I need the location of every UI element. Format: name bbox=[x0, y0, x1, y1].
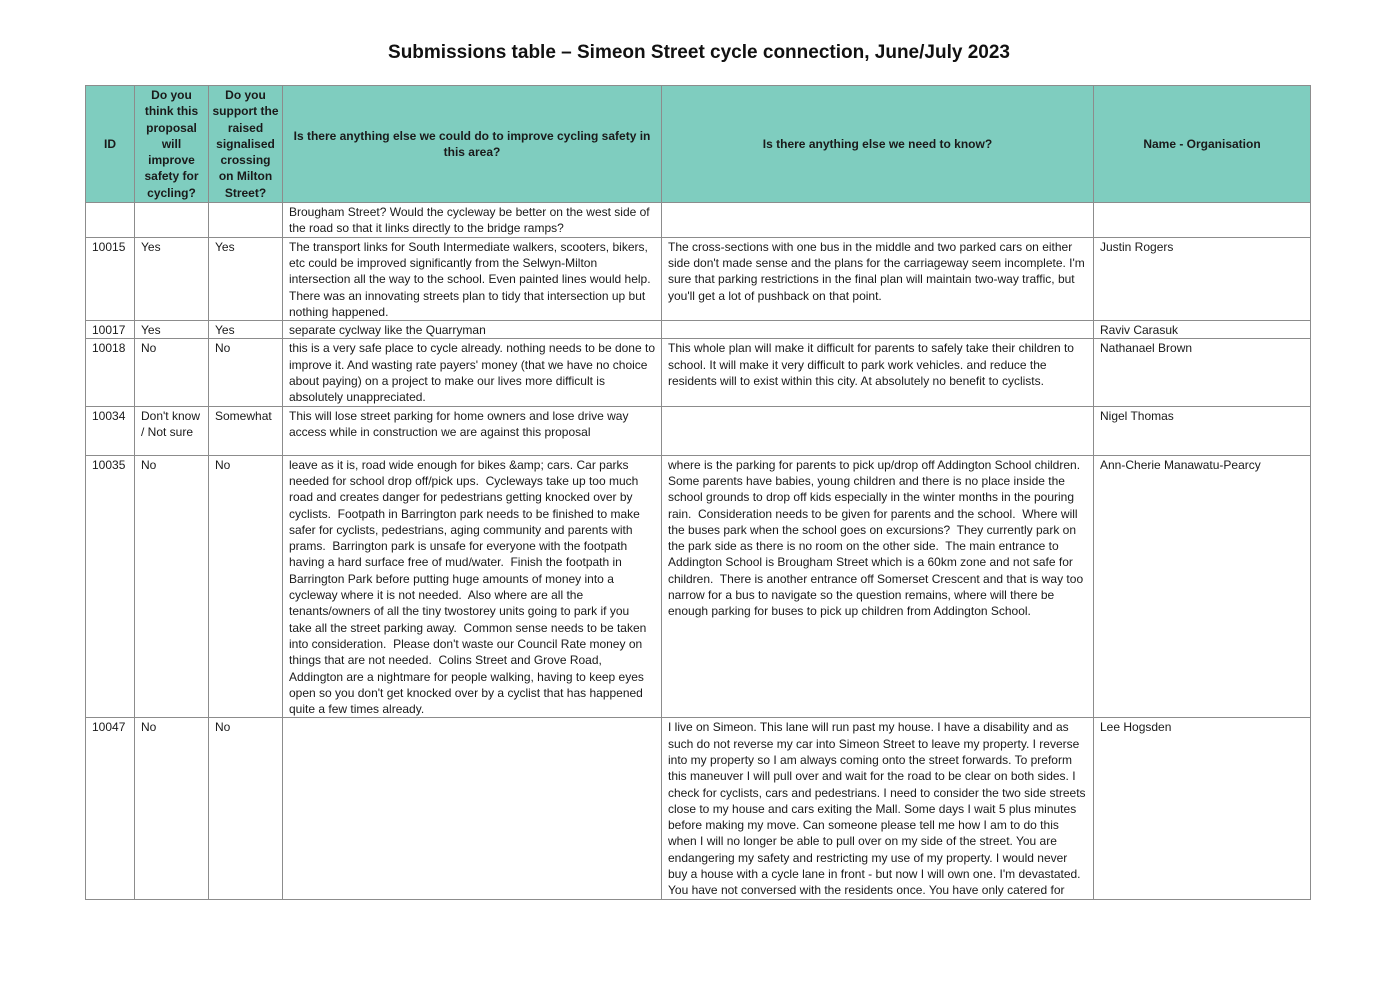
table-row bbox=[86, 406, 1311, 455]
cell-name: Justin Rogers bbox=[1094, 237, 1311, 320]
cell-improve: No bbox=[135, 455, 209, 718]
cell-else-cycling: separate cyclway like the Quarryman bbox=[283, 321, 662, 339]
cell-id: 10017 bbox=[86, 321, 135, 339]
cell-support: Yes bbox=[209, 321, 283, 339]
cell-improve: Yes bbox=[135, 321, 209, 339]
cell-improve: No bbox=[135, 339, 209, 406]
table-header-row bbox=[86, 86, 1311, 203]
cell-else-cycling: Brougham Street? Would the cycleway be better on the west side of the road so that it links directly to the bridge ramps? bbox=[283, 203, 662, 238]
cell-name: Nigel Thomas bbox=[1094, 406, 1311, 455]
cell-id: 10035 bbox=[86, 455, 135, 718]
cell-else-know: where is the parking for parents to pick up/drop off Addington School children. Some parents have babies, young children and there is no place inside the school grounds to drop off kids especially in the winter months in the pouring rain. Consideration needs to be given for parents and the school. Where will the buses park when the school goes on excursions? They currently park on the park side as there is no room on the other side. The main entrance to Addington School is Brougham Street which is a 60km zone and not safe for children. There is another entrance off Somerset Crescent and that is way too narrow for a bus to navigate so the question remains, where will there be enough parking for buses to pick up children from Addington School. bbox=[662, 455, 1094, 718]
cell-else-know: The cross-sections with one bus in the middle and two parked cars on either side don't made sense and the plans for the carriageway seem incomplete. I'm sure that parking restrictions in the final plan will maintain two-way traffic, but you'll get a lot of pushback on that point. bbox=[662, 237, 1094, 320]
cell-else-cycling: The transport links for South Intermediate walkers, scooters, bikers, etc could be improved significantly from the Selwyn-Milton intersection all the way to the school. Even painted lines would help. There was an innovating streets plan to tidy that intersection up but nothing happened. bbox=[283, 237, 662, 320]
cell-name: Lee Hogsden bbox=[1094, 718, 1311, 899]
cell-improve: No bbox=[135, 718, 209, 899]
cell-else-know: I live on Simeon. This lane will run past my house. I have a disability and as such do not reverse my car into Simeon Street to leave my property. I reverse into my property so I am always coming onto the street forwards. To preform this maneuver I will pull over and wait for the road to be clear on both sides. I check for cyclists, cars and pedestrians. I need to consider the two side streets close to my house and cars exiting the Mall. Some days I wait 5 plus minutes before making my move. Can someone please tell me how I am to do this when I will no longer be able to pull over on my side of the street. You are endangering my safety and restricting my use of my property. I would never buy a house with a cycle lane in front - but now I will own one. I'm devastated. You have not conversed with the residents once. You have only catered for bbox=[662, 718, 1094, 899]
cell-support bbox=[209, 203, 283, 238]
cell-id: 10015 bbox=[86, 237, 135, 320]
cell-support: Yes bbox=[209, 237, 283, 320]
cell-id: 10034 bbox=[86, 406, 135, 455]
submissions-table bbox=[85, 85, 1311, 900]
cell-id bbox=[86, 203, 135, 238]
table-row bbox=[86, 718, 1311, 899]
header-support-crossing: Do you support the raised signalised crossing on Milton Street? bbox=[209, 86, 283, 203]
table-row bbox=[86, 237, 1311, 320]
cell-id: 10047 bbox=[86, 718, 135, 899]
cell-id: 10018 bbox=[86, 339, 135, 406]
cell-improve: Yes bbox=[135, 237, 209, 320]
header-improve-safety: Do you think this proposal will improve safety for cycling? bbox=[135, 86, 209, 203]
header-anything-else-know: Is there anything else we need to know? bbox=[662, 86, 1094, 203]
cell-support: No bbox=[209, 339, 283, 406]
cell-else-know bbox=[662, 406, 1094, 455]
cell-support: Somewhat bbox=[209, 406, 283, 455]
page-title: Submissions table – Simeon Street cycle connection, June/July 2023 bbox=[388, 42, 1010, 63]
cell-improve: Don't know / Not sure bbox=[135, 406, 209, 455]
table-row bbox=[86, 455, 1311, 718]
cell-name: Nathanael Brown bbox=[1094, 339, 1311, 406]
cell-else-know bbox=[662, 203, 1094, 238]
table-row bbox=[86, 203, 1311, 238]
cell-else-cycling: leave as it is, road wide enough for bikes &amp; cars. Car parks needed for school drop off/pick ups. Cycleways take up too much road and creates danger for pedestrians getting knocked over by cyclists. Footpath in Barrington park needs to be finished to make safer for cyclists, pedestrians, aging community and parents with prams. Barrington park is unsafe for everyone with the footpath having a hard surface free of mud/water. Finish the footpath in Barrington Park before putting huge amounts of money into a cycleway where it is not needed. Also where are all the tenants/owners of all the tiny twostorey units going to park if you take all the street parking away. Common sense needs to be taken into consideration. Please don't waste our Council Rate money on things that are not needed. Colins Street and Grove Road, Addington are a nightmare for people walking, having to keep eyes open so you don't get knocked over by a cyclist that has happened quite a few times already. bbox=[283, 455, 662, 718]
cell-improve bbox=[135, 203, 209, 238]
header-name-organisation: Name - Organisation bbox=[1094, 86, 1311, 203]
cell-else-know bbox=[662, 321, 1094, 339]
table-row bbox=[86, 321, 1311, 339]
cell-name: Ann-Cherie Manawatu-Pearcy bbox=[1094, 455, 1311, 718]
cell-else-cycling bbox=[283, 718, 662, 899]
cell-else-cycling: This will lose street parking for home owners and lose drive way access while in construction we are against this proposal bbox=[283, 406, 662, 455]
table-row bbox=[86, 339, 1311, 406]
cell-else-cycling: this is a very safe place to cycle already. nothing needs to be done to improve it. And wasting rate payers' money (that we have no choice about paying) on a project to make our lives more difficult is absolutely unappreciated. bbox=[283, 339, 662, 406]
cell-support: No bbox=[209, 455, 283, 718]
cell-support: No bbox=[209, 718, 283, 899]
cell-else-know: This whole plan will make it difficult for parents to safely take their children to school. It will make it very difficult to park work vehicles. and reduce the residents will to exist within this city. At absolutely no benefit to cyclists. bbox=[662, 339, 1094, 406]
cell-name: Raviv Carasuk bbox=[1094, 321, 1311, 339]
header-anything-else-cycling: Is there anything else we could do to improve cycling safety in this area? bbox=[283, 86, 662, 203]
header-id: ID bbox=[86, 86, 135, 203]
cell-name bbox=[1094, 203, 1311, 238]
